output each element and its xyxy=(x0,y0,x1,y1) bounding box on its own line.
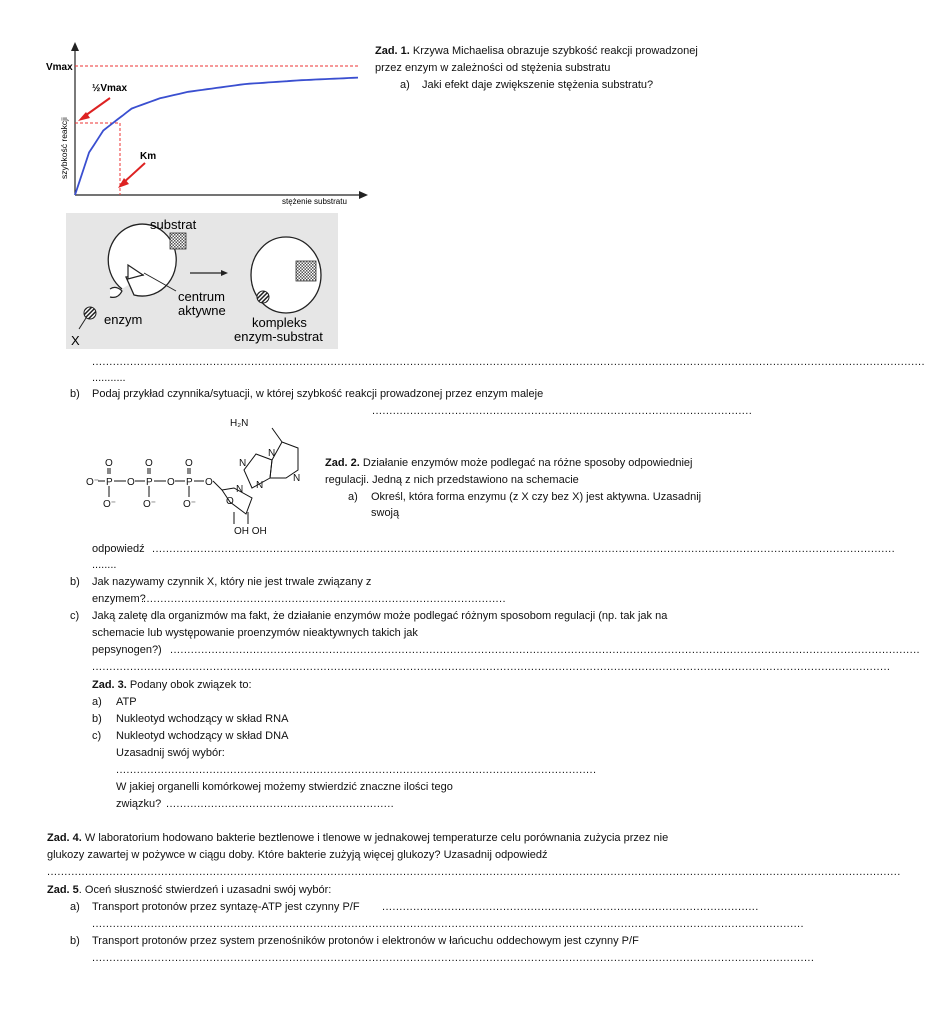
zad1-line1: Zad. 1. Krzywa Michaelisa obrazuje szybkość reakcji prowadzonej xyxy=(375,45,698,57)
answer-line[interactable]: ....................................................................................................................................................................................................................... xyxy=(152,543,896,555)
enzym-label: enzym xyxy=(104,312,143,327)
svg-text:O: O xyxy=(167,477,175,488)
answer-line[interactable]: .................................................................. xyxy=(166,798,395,810)
michaelis-chart xyxy=(40,38,370,213)
zad2-b-line2: enzymem? xyxy=(92,593,146,605)
aktywne-label: aktywne xyxy=(178,303,226,318)
svg-text:N: N xyxy=(256,480,264,491)
series-line xyxy=(75,78,358,195)
enzyme-diagram xyxy=(66,213,338,349)
zad3-a-text: ATP xyxy=(116,696,137,708)
kompleks-label: kompleks xyxy=(252,315,307,330)
zad5-a-text: Transport protonów przez syntazę-ATP jest czynny P/F xyxy=(92,901,360,913)
nh2-label: H₂N xyxy=(230,418,249,429)
zad1-b-label: b) xyxy=(70,388,80,400)
x-label: X xyxy=(71,333,80,348)
svg-text:O: O xyxy=(185,458,193,469)
answer-line[interactable]: ......................................................................................................................................................................................................................... xyxy=(170,644,920,656)
zad3-b-label: b) xyxy=(92,713,102,725)
svg-text:P: P xyxy=(186,477,193,488)
x-axis-label: stężenie substratu xyxy=(282,197,347,206)
x-binding-site xyxy=(110,287,122,297)
zad1-a-text: Jaki efekt daje zwiększenie stężenia substratu? xyxy=(422,79,654,91)
km-label: Km xyxy=(140,151,157,162)
answer-line[interactable]: .............................................................................................................. xyxy=(372,405,753,417)
zad2-a-line2: swoją xyxy=(371,507,400,519)
answer-line[interactable]: ......................................................................................................... xyxy=(143,593,506,605)
answer-line[interactable]: ................................................................................................................................................................................................................. xyxy=(92,952,815,964)
answer-line[interactable]: .............................................................................................................................................................................................................. xyxy=(92,918,804,930)
svg-text:O: O xyxy=(226,496,234,507)
answer-line[interactable]: ....................................................................................................................................................................................................................................... xyxy=(92,661,891,673)
answer-line[interactable]: ....................................................................................................................................................................................................................................................... xyxy=(47,866,901,878)
phosphate-o: O xyxy=(105,458,113,469)
svg-text:P: P xyxy=(106,477,113,488)
bound-x xyxy=(257,291,269,303)
svg-text:N: N xyxy=(236,484,244,495)
zad2-a-line1: Określ, która forma enzymu (z X czy bez X) jest aktywna. Uzasadnij xyxy=(371,491,702,503)
zad3-c-text: Nukleotyd wchodzący w skład DNA xyxy=(116,730,289,742)
svg-text:P: P xyxy=(146,477,153,488)
oh-label: OH OH xyxy=(234,526,267,537)
zad3-q-line2: związku? xyxy=(116,798,162,810)
zad2-a-label: a) xyxy=(348,491,358,503)
zad3-c-label: c) xyxy=(92,730,102,742)
zad2-c-line2: schemacie lub występowanie proenzymów nieaktywnych takich jak xyxy=(92,627,418,639)
zad5-title: Zad. 5. Oceń słuszność stwierdzeń i uzasadni swój wybór: xyxy=(47,884,332,896)
zad3-q-line1: W jakiej organelli komórkowej możemy stwierdzić znaczne ilości tego xyxy=(116,781,453,793)
zad2-line1: Zad. 2. Działanie enzymów może podlegać na różne sposoby odpowiedniej xyxy=(325,457,693,469)
svg-text:N: N xyxy=(268,448,276,459)
y-axis-label: szybkość reakcji xyxy=(59,117,69,179)
zad2-c-line3: pepsynogen?) xyxy=(92,644,162,656)
svg-text:N: N xyxy=(293,473,301,484)
zad1-b-text: Podaj przykład czynnika/sytuacji, w której szybkość reakcji prowadzonej przez enzym maleje xyxy=(92,388,544,400)
zad2-b-line1: Jak nazywamy czynnik X, który nie jest trwale związany z xyxy=(92,576,372,588)
zad2-odp: odpowiedź xyxy=(92,543,145,555)
zad2-b-label: b) xyxy=(70,576,80,588)
zad3-b-text: Nukleotyd wchodzący w skład RNA xyxy=(116,713,289,725)
zad2-c-line1: Jaką zaletę dla organizmów ma fakt, że działanie enzymów może podlegać różnym sposobom regulacji (np. tak jak na xyxy=(92,610,668,622)
zad4-line1: Zad. 4. W laboratorium hodowano bakterie beztlenowe i tlenowe w jednakowej temperaturze celu porównania zużycia przez nie xyxy=(47,832,669,844)
atp-structure xyxy=(84,412,316,542)
zad1-a-label: a) xyxy=(400,79,410,91)
svg-text:O: O xyxy=(205,477,213,488)
svg-text:O⁻: O⁻ xyxy=(143,499,157,510)
x-molecule xyxy=(84,307,96,319)
svg-text:O: O xyxy=(127,477,135,488)
enzym-substrat-label: enzym-substrat xyxy=(234,329,323,344)
svg-text:N: N xyxy=(239,458,247,469)
substrate-block xyxy=(170,233,186,249)
vmax-label: Vmax xyxy=(46,62,73,73)
bound-substrate xyxy=(296,261,316,281)
zad3-title: Zad. 3. Podany obok związek to: xyxy=(92,679,252,691)
zad3-a-label: a) xyxy=(92,696,102,708)
zad2-line2: regulacji. Jedną z nich przedstawiono na schemacie xyxy=(325,474,579,486)
centrum-label: centrum xyxy=(178,289,225,304)
zad2-c-label: c) xyxy=(70,610,80,622)
answer-line[interactable]: ................................................................................................................................................................................................................................................. xyxy=(92,356,925,368)
zad1-a-cont: ........... xyxy=(92,372,126,384)
svg-text:O⁻: O⁻ xyxy=(183,499,197,510)
svg-text:O: O xyxy=(145,458,153,469)
zad5-b-text: Transport protonów przez system przenośników protonów i elektronów w łańcuchu oddechowym jest czynny P/F xyxy=(92,935,639,947)
half-vmax-label: ½Vmax xyxy=(92,83,128,94)
zad3-uzasadnij: Uzasadnij swój wybór: xyxy=(116,747,225,759)
zad5-b-label: b) xyxy=(70,935,80,947)
zad4-line2: glukozy zawartej w pożywce w ciągu doby. Które bakterie zużyją więcej glukozy? Uzasadnij odpowiedź xyxy=(47,849,548,861)
svg-text:O⁻: O⁻ xyxy=(86,477,100,488)
zad2-odp-cont: ........ xyxy=(92,559,117,571)
answer-line[interactable]: ........................................................................................................................................... xyxy=(116,764,597,776)
zad5-a-label: a) xyxy=(70,901,80,913)
substrat-label: substrat xyxy=(150,217,197,232)
svg-text:O⁻: O⁻ xyxy=(103,499,117,510)
zad1-line2: przez enzym w zależności od stężenia substratu xyxy=(375,62,611,74)
answer-line[interactable]: ............................................................................................................. xyxy=(382,901,759,913)
